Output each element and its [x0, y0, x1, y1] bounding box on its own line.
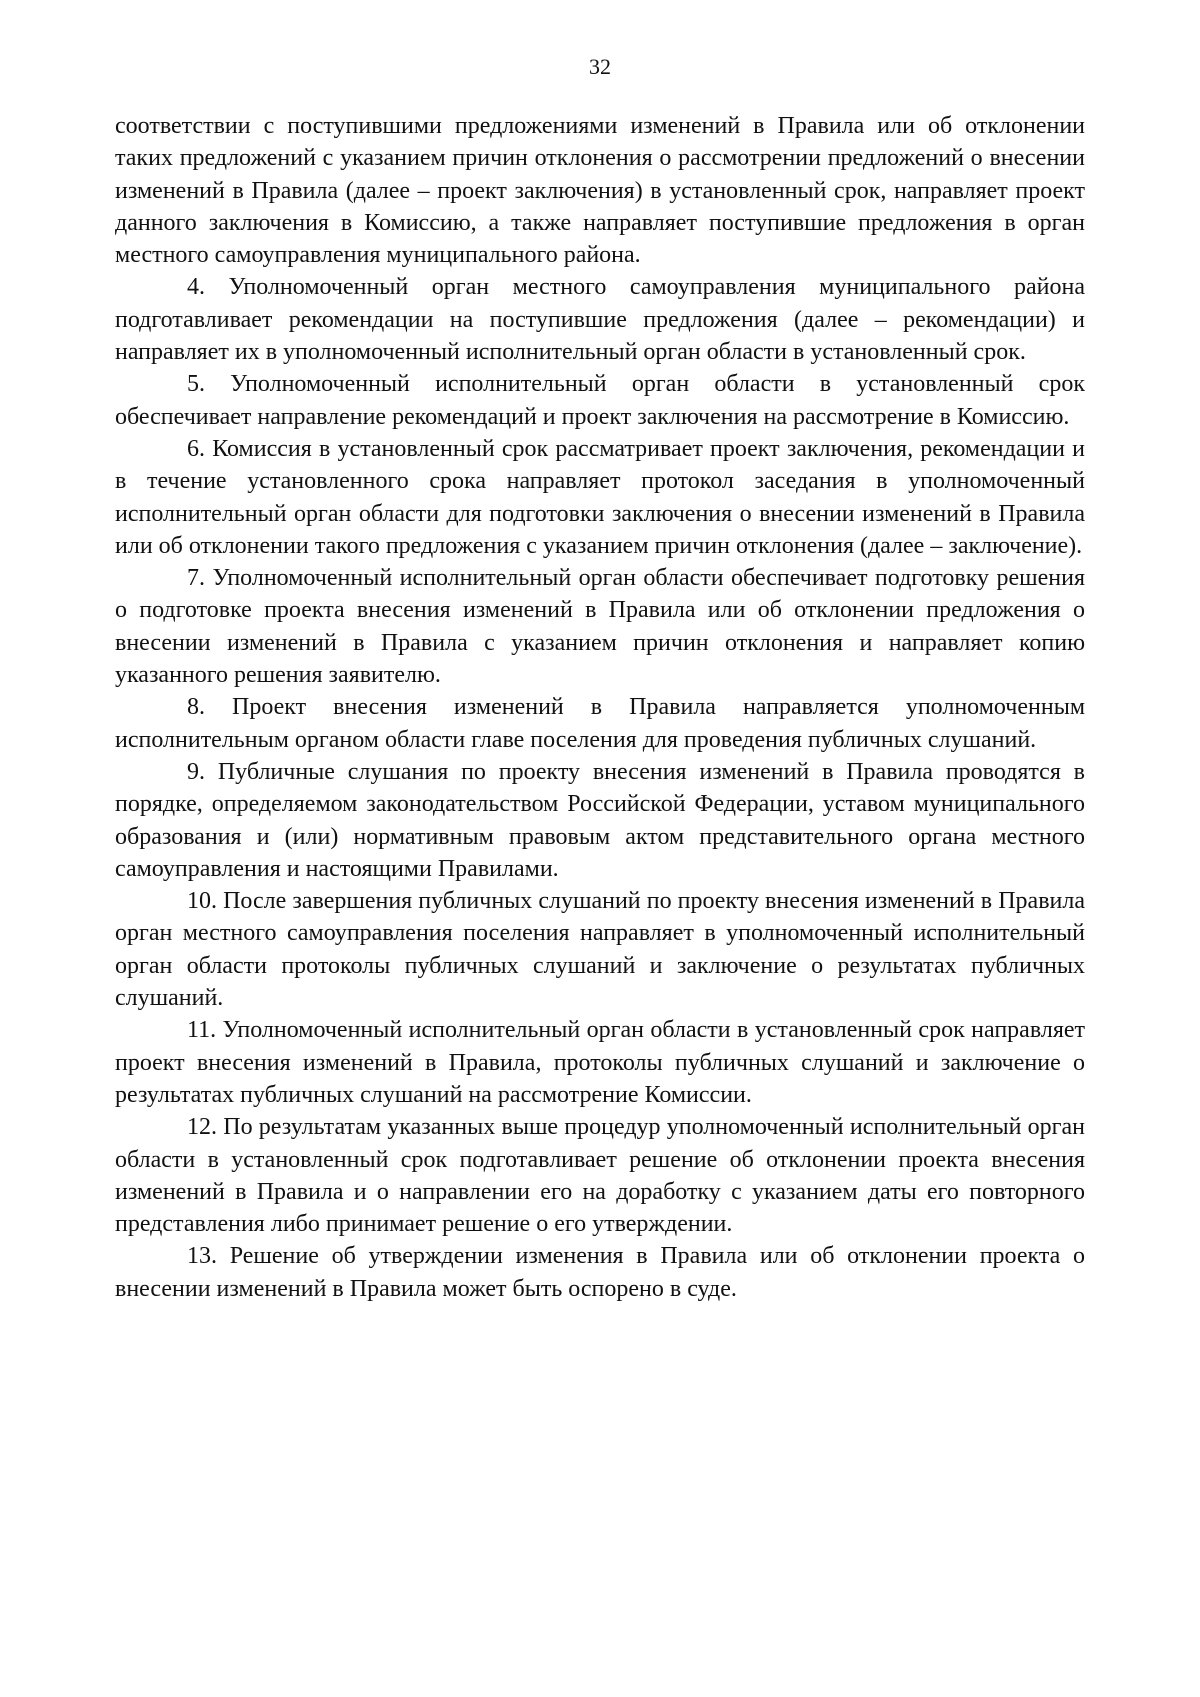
paragraph-item-8: 8. Проект внесения изменений в Правила направляется уполномоченным исполнительным органом области главе поселения для проведения публичных слушаний. [115, 694, 1085, 753]
paragraph-item-9: 9. Публичные слушания по проекту внесения изменений в Правила проводятся в порядке, определяемом законодательством Российской Федерации, уставом муниципального образования и (или) нормативным правовым актом представительного органа местного самоуправления и настоящими Правилами. [115, 758, 1085, 882]
paragraph-item-5: 5. Уполномоченный исполнительный орган области в установленный срок обеспечивает направление рекомендаций и проект заключения на рассмотрение в Комиссию. [115, 371, 1085, 430]
paragraph-item-6: 6. Комиссия в установленный срок рассматривает проект заключения, рекомендации и в течение установленного срока направляет протокол заседания в уполномоченный исполнительный орган области для подготовки заключения о внесении изменений в Правила или об отклонении такого предложения с указанием причин отклонения (далее – заключение). [115, 435, 1085, 559]
paragraph-item-12: 12. По результатам указанных выше процедур уполномоченный исполнительный орган области в установленный срок подготавливает решение об отклонении проекта внесения изменений в Правила и о направлении его на доработку с указанием даты его повторного представления либо принимает решение о его утверждении. [115, 1114, 1085, 1238]
paragraph-item-11: 11. Уполномоченный исполнительный орган области в установленный срок направляет проект внесения изменений в Правила, протоколы публичных слушаний и заключение о результатах публичных слушаний на рассмотрение Комиссии. [115, 1017, 1085, 1108]
paragraph-item-4: 4. Уполномоченный орган местного самоуправления муниципального района подготавливает рекомендации на поступившие предложения (далее – рекомендации) и направляет их в уполномоченный исполнительный орган области в установленный срок. [115, 274, 1085, 366]
paragraph-item-13: 13. Решение об утверждении изменения в Правила или об отклонении проекта о внесении изменений в Правила может быть оспорено в суде. [115, 1243, 1085, 1302]
paragraph-item-10: 10. После завершения публичных слушаний по проекту внесения изменений в Правила орган местного самоуправления поселения направляет в уполномоченный исполнительный орган области протоколы публичных слушаний и заключение о результатах публичных слушаний. [115, 888, 1085, 1012]
document-body [115, 110, 1085, 1305]
paragraph-item-7: 7. Уполномоченный исполнительный орган области обеспечивает подготовку решения о подготовке проекта внесения изменений в Правила или об отклонении предложения о внесении изменений в Правила с указанием причин отклонения и направляет копию указанного решения заявителю. [115, 565, 1085, 689]
page-number: 32 [589, 54, 611, 79]
paragraph-continuation: соответствии с поступившими предложениями изменений в Правила или об отклонении таких предложений с указанием причин отклонения о рассмотрении предложений о внесении изменений в Правила (далее – проект заключения) в установленный срок, направляет проект данного заключения в Комиссию, а также направляет поступившие предложения в орган местного самоуправления муниципального района. [115, 113, 1085, 269]
